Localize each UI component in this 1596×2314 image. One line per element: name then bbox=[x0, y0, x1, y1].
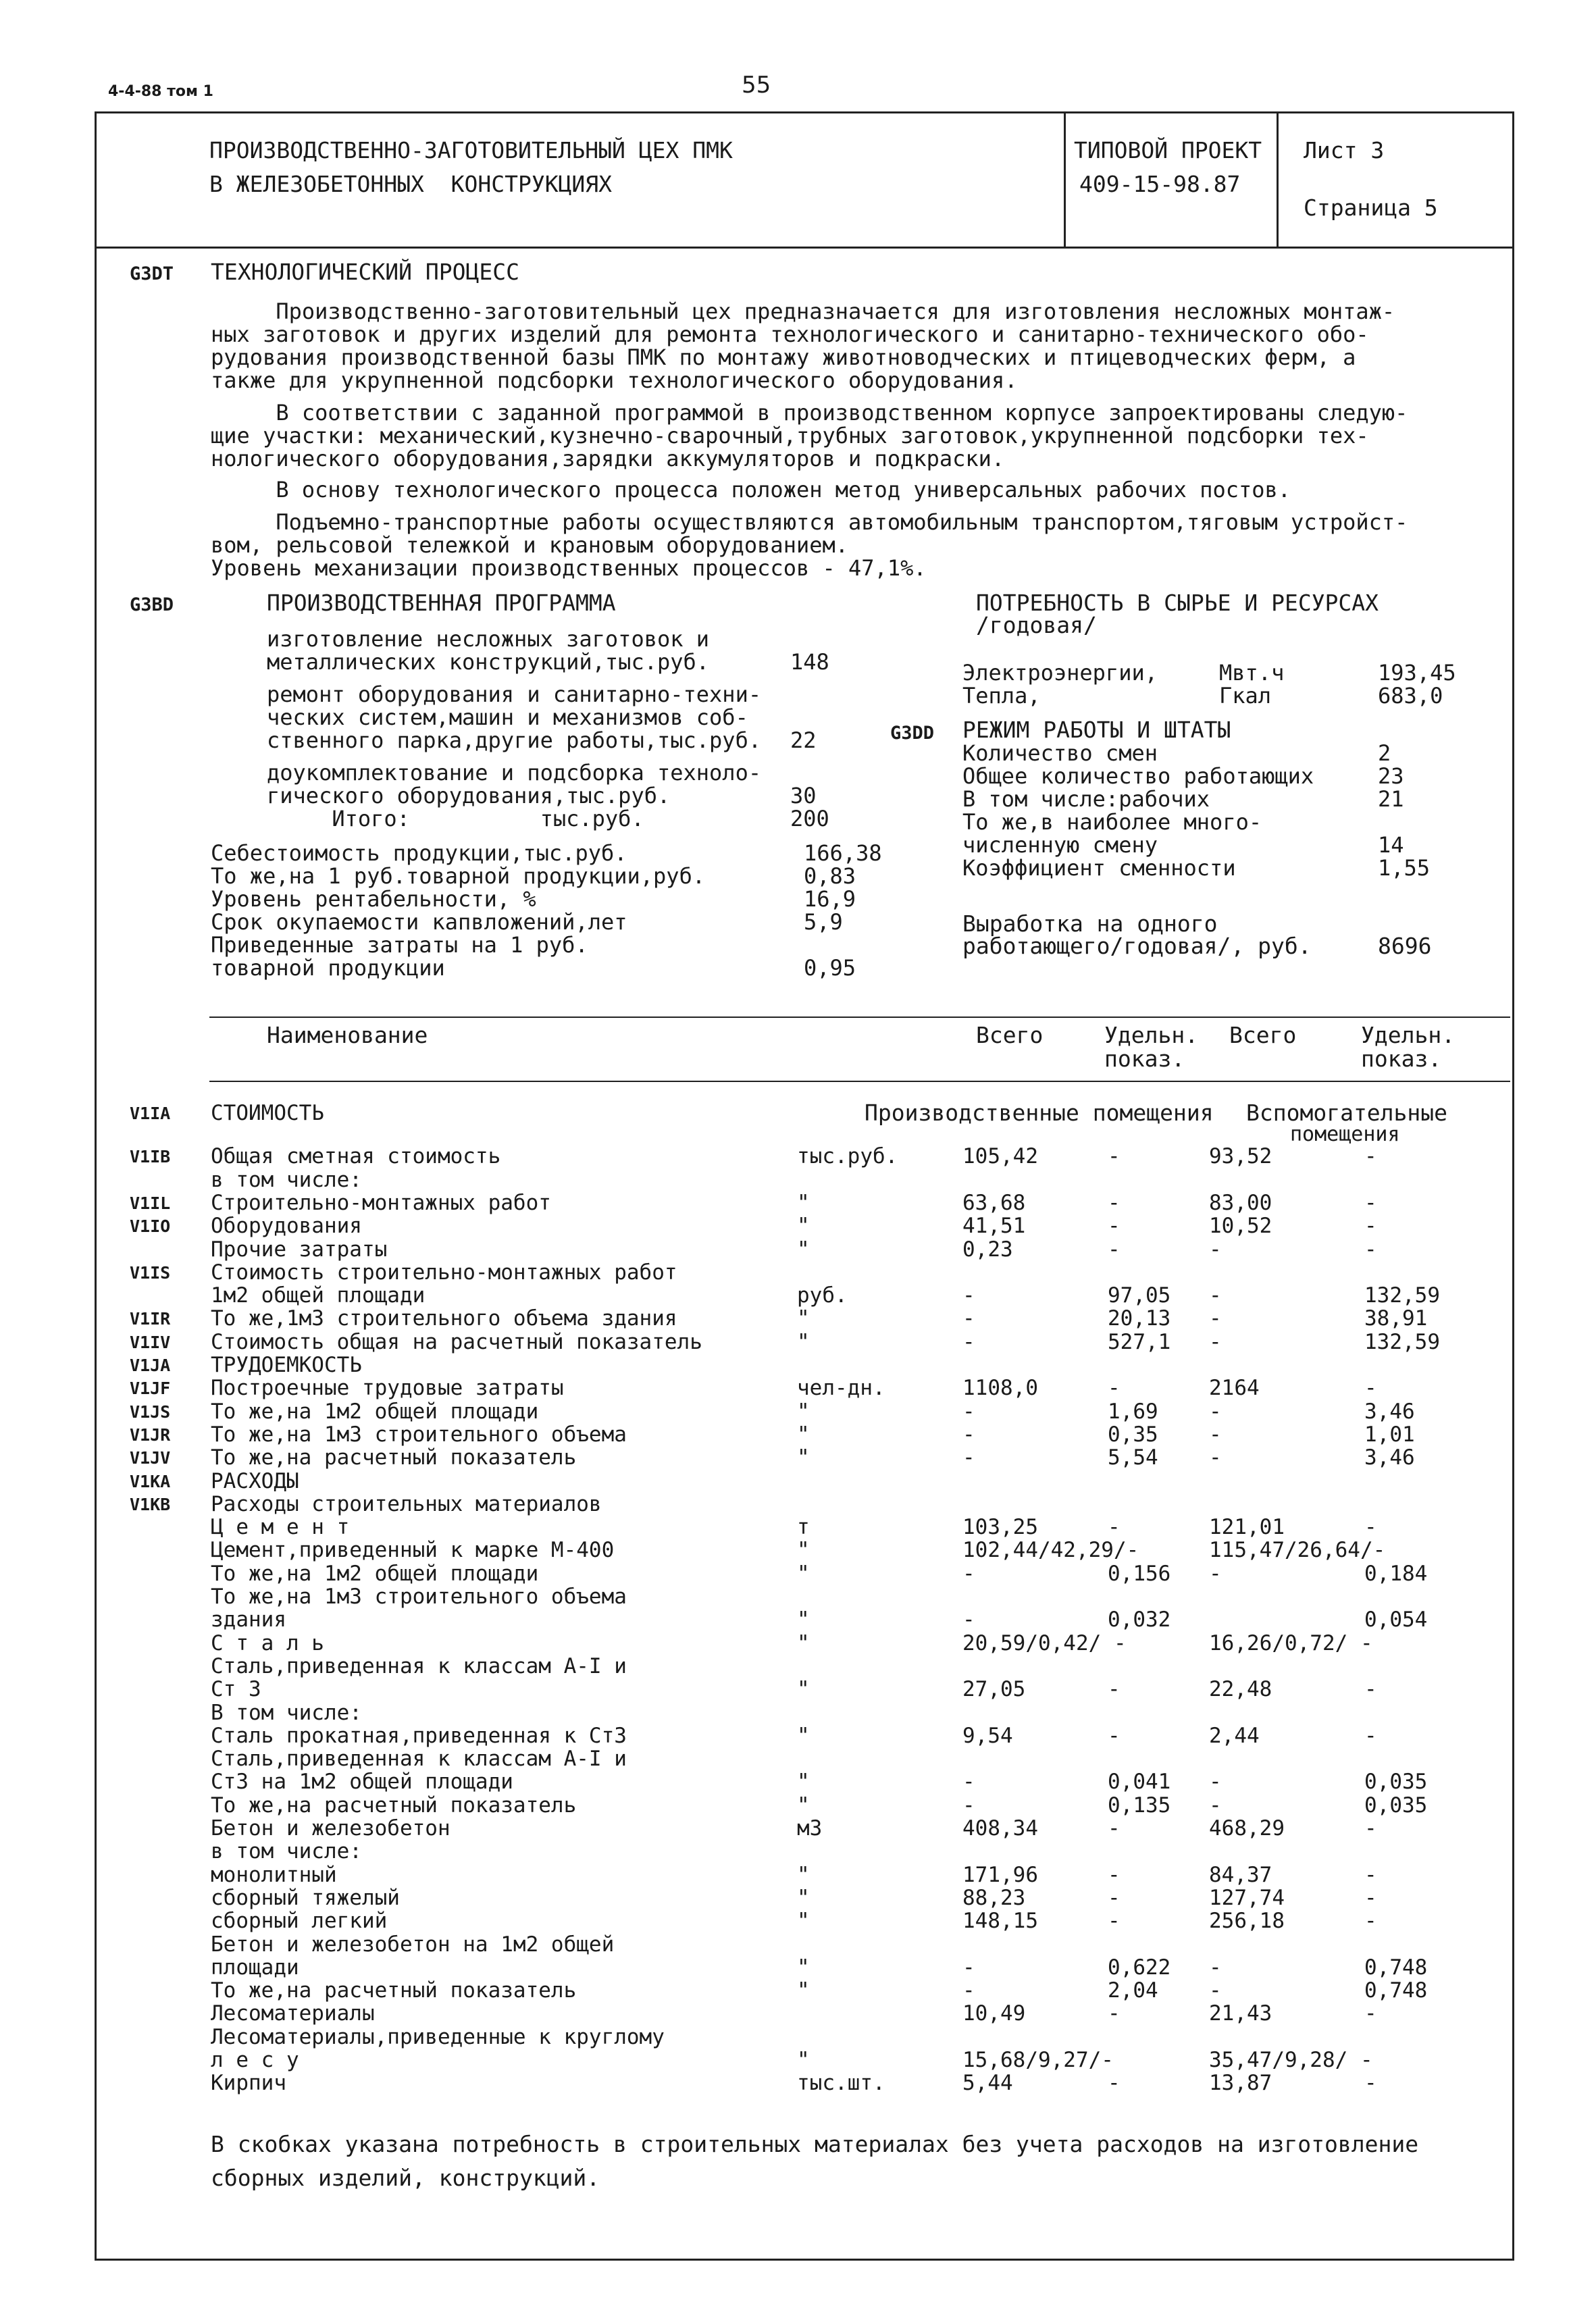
staff-label: численную смену bbox=[962, 832, 1158, 858]
program-item-label: гического оборудования,тыс.руб. bbox=[267, 783, 671, 808]
row-total-aux: 83,00 bbox=[1209, 1191, 1272, 1215]
process-line: щие участки: механический,кузнечно-сварочный,трубных заготовок,укрупненной подсборки тех- bbox=[211, 423, 1369, 448]
row-unit: " bbox=[797, 1608, 810, 1632]
row-total-prod: 171,96 bbox=[962, 1863, 1038, 1887]
row-name: Лесоматериалы,приведенные к круглому bbox=[211, 2025, 665, 2049]
row-unit: " bbox=[797, 1978, 810, 2003]
row-spec-prod: - bbox=[1108, 2001, 1121, 2026]
row-name: То же,на 1м2 общей площади bbox=[211, 1562, 539, 1586]
row-code: V1KB bbox=[130, 1495, 171, 1514]
project-label: ТИПОВОЙ ПРОЕКТ bbox=[1074, 137, 1262, 163]
row-code: V1JR bbox=[130, 1425, 171, 1445]
row-spec-aux: - bbox=[1364, 1376, 1377, 1400]
row-name: сборный легкий bbox=[211, 1909, 388, 1933]
row-name: Ст3 на 1м2 общей площади bbox=[211, 1770, 513, 1794]
series-label: 4-4-88 том 1 bbox=[108, 83, 213, 100]
row-name: площади bbox=[211, 1955, 299, 1980]
row-spec-prod: 527,1 bbox=[1108, 1330, 1171, 1354]
row-total-aux: 468,29 bbox=[1209, 1816, 1285, 1841]
row-name: С т а л ь bbox=[211, 1631, 324, 1655]
row-total-prod: 41,51 bbox=[962, 1214, 1026, 1238]
row-name: Бетон и железобетон на 1м2 общей bbox=[211, 1932, 615, 1957]
row-spec-prod: - bbox=[1108, 1886, 1121, 1910]
row-total-prod: 27,05 bbox=[962, 1677, 1026, 1701]
row-unit: " bbox=[797, 1677, 810, 1701]
row-total-aux: 2,44 bbox=[1209, 1724, 1260, 1748]
row-total-prod: 408,34 bbox=[962, 1816, 1038, 1841]
row-total-prod: - bbox=[962, 1422, 975, 1447]
row-total-aux: - bbox=[1209, 1330, 1222, 1354]
row-total-aux: - bbox=[1209, 1793, 1222, 1818]
row-unit: " bbox=[797, 1909, 810, 1933]
row-name: Бетон и железобетон bbox=[211, 1816, 451, 1841]
row-name: Кирпич bbox=[211, 2071, 286, 2095]
row-total-prod: - bbox=[962, 1399, 975, 1424]
row-unit: " bbox=[797, 1886, 810, 1910]
row-name: Сталь,приведенная к классам А-I и bbox=[211, 1654, 627, 1678]
row-total-aux: 256,18 bbox=[1209, 1909, 1285, 1933]
row-unit: тыс.шт. bbox=[797, 2071, 885, 2095]
program-item-label: металлических конструкций,тыс.руб. bbox=[267, 649, 710, 675]
economics-label: Уровень рентабельности, % bbox=[211, 886, 536, 912]
row-name: СТОИМОСТЬ bbox=[211, 1101, 324, 1125]
resource-unit: Мвт.ч bbox=[1219, 660, 1285, 686]
group-production: Производственные помещения bbox=[865, 1100, 1214, 1126]
row-spec-aux: - bbox=[1364, 1214, 1377, 1238]
row-total-prod: - bbox=[962, 1562, 975, 1586]
title-line-2: В ЖЕЛЕЗОБЕТОННЫХ КОНСТРУКЦИЯХ bbox=[209, 171, 613, 197]
row-name: Цемент,приведенный к марке М-400 bbox=[211, 1538, 615, 1562]
program-heading: ПРОИЗВОДСТВЕННАЯ ПРОГРАММА bbox=[267, 590, 616, 616]
row-spec-prod: 0,156 bbox=[1108, 1562, 1171, 1586]
row-code: V1IO bbox=[130, 1216, 171, 1236]
row-name: В том числе: bbox=[211, 1701, 362, 1725]
row-total-prod: 20,59/0,42/ - bbox=[962, 1631, 1127, 1655]
process-line: также для укрупненной подсборки технологического оборудования. bbox=[211, 367, 1018, 393]
row-unit: м3 bbox=[797, 1816, 823, 1841]
row-spec-prod: - bbox=[1108, 2071, 1121, 2095]
page-label: Страница 5 bbox=[1304, 195, 1438, 221]
resources-heading: ПОТРЕБНОСТЬ В СЫРЬЕ И РЕСУРСАХ bbox=[976, 590, 1379, 616]
resource-unit: Гкал bbox=[1219, 683, 1272, 709]
row-code: V1JF bbox=[130, 1379, 171, 1398]
row-spec-aux: - bbox=[1364, 1515, 1377, 1539]
row-total-prod: - bbox=[962, 1330, 975, 1354]
row-total-aux: - bbox=[1209, 1399, 1222, 1424]
resource-value: 683,0 bbox=[1378, 683, 1443, 709]
row-total-aux: - bbox=[1209, 1422, 1222, 1447]
row-code: V1IB bbox=[130, 1147, 171, 1166]
program-item-label: ческих систем,машин и механизмов соб- bbox=[267, 704, 748, 730]
row-name: ТРУДОЕМКОСТЬ bbox=[211, 1353, 362, 1377]
row-total-aux: 2164 bbox=[1209, 1376, 1260, 1400]
title-block-bottom-border bbox=[95, 247, 1512, 249]
row-spec-prod: - bbox=[1108, 1816, 1121, 1841]
row-spec-prod: - bbox=[1108, 1144, 1121, 1168]
row-unit: " bbox=[797, 1422, 810, 1447]
row-code: V1IR bbox=[130, 1309, 171, 1329]
process-code: G3DT bbox=[130, 263, 174, 284]
process-line: Уровень механизации производственных процессов - 47,1%. bbox=[211, 555, 927, 581]
row-spec-prod: 0,032 bbox=[1108, 1608, 1171, 1632]
row-spec-aux: - bbox=[1364, 1677, 1377, 1701]
economics-value: 5,9 bbox=[804, 909, 843, 935]
row-name: То же,на расчетный показатель bbox=[211, 1445, 577, 1470]
row-unit: т bbox=[797, 1515, 810, 1539]
row-total-prod: 15,68/9,27/- bbox=[962, 2048, 1114, 2072]
staff-value: 14 bbox=[1378, 832, 1404, 858]
economics-value: 16,9 bbox=[804, 886, 856, 912]
process-line: вом, рельсовой тележкой и крановым оборудованием. bbox=[211, 532, 849, 558]
row-total-aux: - bbox=[1209, 1955, 1222, 1980]
title-line-1: ПРОИЗВОДСТВЕННО-ЗАГОТОВИТЕЛЬНЫЙ ЦЕХ ПМК bbox=[209, 137, 733, 163]
process-line: Подъемно-транспортные работы осуществляются автомобильным транспортом,тяговым устройст- bbox=[211, 509, 1408, 535]
sheet-label: Лист 3 bbox=[1304, 137, 1385, 163]
row-spec-prod: 0,041 bbox=[1108, 1770, 1171, 1794]
row-total-aux: 121,01 bbox=[1209, 1515, 1285, 1539]
row-spec-prod: - bbox=[1108, 1515, 1121, 1539]
row-total-prod: 1108,0 bbox=[962, 1376, 1038, 1400]
economics-value: 0,83 bbox=[804, 863, 856, 889]
row-name: Лесоматериалы bbox=[211, 2001, 375, 2026]
row-code: V1IA bbox=[130, 1104, 171, 1123]
row-code: V1KA bbox=[130, 1472, 171, 1491]
row-unit: " bbox=[797, 2048, 810, 2072]
row-total-prod: 102,44/42,29/- bbox=[962, 1538, 1139, 1562]
row-name: Стоимость общая на расчетный показатель bbox=[211, 1330, 702, 1354]
row-spec-aux: 1,01 bbox=[1364, 1422, 1415, 1447]
row-spec-aux: 0,748 bbox=[1364, 1955, 1428, 1980]
economics-label: То же,на 1 руб.товарной продукции,руб. bbox=[211, 863, 706, 889]
staff-label: Общее количество работающих bbox=[962, 763, 1314, 789]
staff-heading: РЕЖИМ РАБОТЫ И ШТАТЫ bbox=[962, 717, 1231, 743]
output-label-1: Выработка на одного bbox=[962, 910, 1218, 937]
staff-label: В том числе:рабочих bbox=[962, 786, 1210, 812]
program-item-label: изготовление несложных заготовок и bbox=[267, 626, 710, 652]
program-item-value: 200 bbox=[790, 806, 829, 831]
row-spec-aux: 0,184 bbox=[1364, 1562, 1428, 1586]
row-name: сборный тяжелый bbox=[211, 1886, 400, 1910]
row-name: Ст 3 bbox=[211, 1677, 261, 1701]
row-spec-aux: - bbox=[1364, 2001, 1377, 2026]
row-name: Стоимость строительно-монтажных работ bbox=[211, 1260, 677, 1285]
row-total-aux: - bbox=[1209, 1306, 1222, 1331]
row-unit: " bbox=[797, 1330, 810, 1354]
row-spec-aux: - bbox=[1364, 2071, 1377, 2095]
staff-value: 21 bbox=[1378, 786, 1404, 812]
staff-value: 23 bbox=[1378, 763, 1404, 789]
program-item-value: 22 bbox=[790, 727, 817, 753]
row-spec-prod: 1,69 bbox=[1108, 1399, 1158, 1424]
row-name: То же,на 1м2 общей площади bbox=[211, 1399, 539, 1424]
row-total-aux: - bbox=[1209, 1237, 1222, 1262]
row-total-prod: - bbox=[962, 1608, 975, 1632]
row-total-aux: 21,43 bbox=[1209, 2001, 1272, 2026]
row-spec-prod: - bbox=[1108, 1191, 1121, 1215]
row-total-aux: 93,52 bbox=[1209, 1144, 1272, 1168]
row-spec-aux: - bbox=[1364, 1237, 1377, 1262]
staff-value: 1,55 bbox=[1378, 855, 1431, 881]
row-unit: " bbox=[797, 1191, 810, 1215]
row-name: Расходы строительных материалов bbox=[211, 1492, 602, 1516]
row-name: Построечные трудовые затраты bbox=[211, 1376, 564, 1400]
row-spec-prod: 97,05 bbox=[1108, 1283, 1171, 1308]
row-name: Сталь,приведенная к классам А-I и bbox=[211, 1747, 627, 1771]
row-name: Строительно-монтажных работ bbox=[211, 1191, 551, 1215]
resource-label: Электроэнергии, bbox=[962, 660, 1158, 686]
row-name: в том числе: bbox=[211, 1168, 362, 1192]
resource-label: Тепла, bbox=[962, 683, 1041, 709]
program-item-label: Итого: тыс.руб. bbox=[267, 806, 644, 831]
row-spec-prod: - bbox=[1108, 1863, 1121, 1887]
row-total-aux: 22,48 bbox=[1209, 1677, 1272, 1701]
economics-label: Приведенные затраты на 1 руб. bbox=[211, 932, 588, 958]
row-unit: чел-дн. bbox=[797, 1376, 885, 1400]
row-spec-aux: 0,035 bbox=[1364, 1793, 1428, 1818]
row-total-prod: 63,68 bbox=[962, 1191, 1026, 1215]
row-spec-aux: 0,035 bbox=[1364, 1770, 1428, 1794]
program-code: G3BD bbox=[130, 594, 174, 615]
row-spec-prod: - bbox=[1108, 1724, 1121, 1748]
row-spec-aux: 0,748 bbox=[1364, 1978, 1428, 2003]
row-unit: " bbox=[797, 1445, 810, 1470]
row-name: Оборудования bbox=[211, 1214, 362, 1238]
output-label-2: работающего/годовая/, руб. bbox=[962, 933, 1312, 959]
row-spec-aux: 132,59 bbox=[1364, 1330, 1440, 1354]
row-total-prod: - bbox=[962, 1955, 975, 1980]
page-number: 55 bbox=[742, 72, 771, 99]
process-heading: ТЕХНОЛОГИЧЕСКИЙ ПРОЦЕСС bbox=[211, 259, 519, 285]
row-total-prod: - bbox=[962, 1793, 975, 1818]
row-spec-prod: 0,622 bbox=[1108, 1955, 1171, 1980]
program-item-label: ремонт оборудования и санитарно-техни- bbox=[267, 682, 762, 707]
staff-code: G3DD bbox=[890, 723, 935, 744]
resource-value: 193,45 bbox=[1378, 660, 1456, 686]
row-name: РАСХОДЫ bbox=[211, 1469, 299, 1493]
row-spec-aux: - bbox=[1364, 1144, 1377, 1168]
row-unit: " bbox=[797, 1306, 810, 1331]
row-total-aux: 35,47/9,28/ - bbox=[1209, 2048, 1373, 2072]
row-name: То же,на расчетный показатель bbox=[211, 1793, 577, 1818]
economics-value: 166,38 bbox=[804, 840, 882, 866]
process-line: ных заготовок и других изделий для ремонта технологического и санитарно-технического обо- bbox=[211, 322, 1369, 347]
row-total-prod: 10,49 bbox=[962, 2001, 1026, 2026]
economics-label: товарной продукции bbox=[211, 955, 445, 981]
row-total-aux: 84,37 bbox=[1209, 1863, 1272, 1887]
row-code: V1JS bbox=[130, 1402, 171, 1422]
row-total-prod: 103,25 bbox=[962, 1515, 1038, 1539]
row-code: V1JV bbox=[130, 1448, 171, 1468]
row-total-aux: 10,52 bbox=[1209, 1214, 1272, 1238]
row-unit: " bbox=[797, 1538, 810, 1562]
col-header-spec-2a: Удельн. bbox=[1361, 1022, 1456, 1048]
row-spec-aux: - bbox=[1364, 1816, 1377, 1841]
row-spec-prod: - bbox=[1108, 1376, 1121, 1400]
row-total-aux: - bbox=[1209, 1562, 1222, 1586]
row-total-aux: 16,26/0,72/ - bbox=[1209, 1631, 1373, 1655]
program-item-label: доукомплектование и подсборка техноло- bbox=[267, 760, 762, 786]
row-total-aux: - bbox=[1209, 1770, 1222, 1794]
economics-value: 0,95 bbox=[804, 955, 856, 981]
row-spec-prod: 0,135 bbox=[1108, 1793, 1171, 1818]
row-spec-prod: 0,35 bbox=[1108, 1422, 1158, 1447]
row-name: 1м2 общей площади bbox=[211, 1283, 426, 1308]
staff-label: Количество смен bbox=[962, 740, 1158, 766]
row-total-prod: - bbox=[962, 1445, 975, 1470]
row-unit: тыс.руб. bbox=[797, 1144, 898, 1168]
table-header-bottom-rule bbox=[209, 1081, 1510, 1082]
row-name: То же,на расчетный показатель bbox=[211, 1978, 577, 2003]
row-unit: руб. bbox=[797, 1283, 848, 1308]
row-total-prod: - bbox=[962, 1306, 975, 1331]
row-code: V1IV bbox=[130, 1333, 171, 1352]
row-total-aux: - bbox=[1209, 1445, 1222, 1470]
row-total-prod: 5,44 bbox=[962, 2071, 1013, 2095]
process-line: В соответствии с заданной программой в производственном корпусе запроектированы следую- bbox=[211, 400, 1408, 426]
row-spec-prod: - bbox=[1108, 1237, 1121, 1262]
row-total-aux: - bbox=[1209, 1283, 1222, 1308]
col-header-total-2: Всего bbox=[1229, 1022, 1297, 1048]
resources-subheading: /годовая/ bbox=[976, 612, 1097, 638]
row-total-aux: - bbox=[1209, 1978, 1222, 2003]
col-header-spec-2b: показ. bbox=[1361, 1046, 1442, 1072]
title-divider-1 bbox=[1064, 111, 1066, 247]
row-unit: " bbox=[797, 1955, 810, 1980]
row-spec-prod: 20,13 bbox=[1108, 1306, 1171, 1331]
row-total-prod: - bbox=[962, 1283, 975, 1308]
row-spec-aux: 132,59 bbox=[1364, 1283, 1440, 1308]
row-name: в том числе: bbox=[211, 1839, 362, 1863]
col-header-spec-1b: показ. bbox=[1104, 1046, 1185, 1072]
row-name: монолитный bbox=[211, 1863, 337, 1887]
footnote-line-2: сборных изделий, конструкций. bbox=[211, 2165, 600, 2191]
staff-label: Коэффициент сменности bbox=[962, 855, 1236, 881]
row-spec-aux: - bbox=[1364, 1724, 1377, 1748]
row-unit: " bbox=[797, 1793, 810, 1818]
row-name: здания bbox=[211, 1608, 286, 1632]
row-name: То же,1м3 строительного объема здания bbox=[211, 1306, 677, 1331]
process-line: рудования производственной базы ПМК по монтажу животноводческих и птицеводческих ферм, а bbox=[211, 344, 1356, 370]
row-code: V1IL bbox=[130, 1193, 171, 1213]
row-unit: " bbox=[797, 1237, 810, 1262]
output-value: 8696 bbox=[1378, 933, 1432, 959]
process-line: нологического оборудования,зарядки аккумуляторов и подкраски. bbox=[211, 446, 1005, 471]
group-auxiliary-1: Вспомогательные bbox=[1246, 1100, 1448, 1126]
row-total-prod: 88,23 bbox=[962, 1886, 1026, 1910]
row-total-prod: 0,23 bbox=[962, 1237, 1013, 1262]
col-header-name: Наименование bbox=[267, 1022, 428, 1048]
row-unit: " bbox=[797, 1562, 810, 1586]
row-spec-prod: 2,04 bbox=[1108, 1978, 1158, 2003]
group-auxiliary-2: помещения bbox=[1290, 1123, 1400, 1146]
program-item-value: 148 bbox=[790, 649, 829, 675]
staff-value: 2 bbox=[1378, 740, 1391, 766]
row-code: V1IS bbox=[130, 1263, 171, 1283]
table-header-rule bbox=[209, 1017, 1510, 1018]
row-spec-aux: 3,46 bbox=[1364, 1445, 1415, 1470]
col-header-spec-1a: Удельн. bbox=[1104, 1022, 1199, 1048]
staff-label: То же,в наиболее много- bbox=[962, 809, 1262, 835]
program-item-label: ственного парка,другие работы,тыс.руб. bbox=[267, 727, 762, 753]
row-spec-prod: 5,54 bbox=[1108, 1445, 1158, 1470]
row-spec-aux: - bbox=[1364, 1886, 1377, 1910]
row-spec-aux: 3,46 bbox=[1364, 1399, 1415, 1424]
row-unit: " bbox=[797, 1863, 810, 1887]
economics-label: Себестоимость продукции,тыс.руб. bbox=[211, 840, 627, 866]
row-spec-aux: 0,054 bbox=[1364, 1608, 1428, 1632]
row-spec-aux: - bbox=[1364, 1909, 1377, 1933]
row-total-prod: 148,15 bbox=[962, 1909, 1038, 1933]
process-line: В основу технологического процесса положен метод универсальных рабочих постов. bbox=[211, 477, 1291, 503]
project-number: 409-15-98.87 bbox=[1079, 171, 1241, 197]
row-name: л е с у bbox=[211, 2048, 299, 2072]
row-total-prod: - bbox=[962, 1770, 975, 1794]
row-total-prod: - bbox=[962, 1978, 975, 2003]
row-total-prod: 9,54 bbox=[962, 1724, 1013, 1748]
row-unit: " bbox=[797, 1770, 810, 1794]
row-unit: " bbox=[797, 1214, 810, 1238]
economics-label: Срок окупаемости капвложений,лет bbox=[211, 909, 627, 935]
row-code: V1JA bbox=[130, 1356, 171, 1375]
row-total-aux: 127,74 bbox=[1209, 1886, 1285, 1910]
row-unit: " bbox=[797, 1724, 810, 1748]
row-spec-prod: - bbox=[1108, 1677, 1121, 1701]
title-divider-2 bbox=[1277, 111, 1279, 247]
program-item-value: 30 bbox=[790, 783, 817, 808]
row-unit: " bbox=[797, 1399, 810, 1424]
process-line: Производственно-заготовительный цех предназначается для изготовления несложных монтаж- bbox=[211, 299, 1395, 324]
row-name: Прочие затраты bbox=[211, 1237, 388, 1262]
row-total-prod: 105,42 bbox=[962, 1144, 1038, 1168]
footnote-line-1: В скобках указана потребность в строительных материалах без учета расходов на изготовление bbox=[211, 2131, 1419, 2157]
row-total-aux: 115,47/26,64/- bbox=[1209, 1538, 1386, 1562]
row-spec-prod: - bbox=[1108, 1909, 1121, 1933]
row-spec-prod: - bbox=[1108, 1214, 1121, 1238]
row-name: То же,на 1м3 строительного объема bbox=[211, 1422, 627, 1447]
row-spec-aux: - bbox=[1364, 1191, 1377, 1215]
row-unit: " bbox=[797, 1631, 810, 1655]
row-name: То же,на 1м3 строительного объема bbox=[211, 1585, 627, 1609]
row-total-aux: 13,87 bbox=[1209, 2071, 1272, 2095]
row-spec-aux: - bbox=[1364, 1863, 1377, 1887]
col-header-total-1: Всего bbox=[976, 1022, 1044, 1048]
row-name: Сталь прокатная,приведенная к Ст3 bbox=[211, 1724, 627, 1748]
row-name: Ц е м е н т bbox=[211, 1515, 350, 1539]
row-name: Общая сметная стоимость bbox=[211, 1144, 501, 1168]
row-spec-aux: 38,91 bbox=[1364, 1306, 1428, 1331]
